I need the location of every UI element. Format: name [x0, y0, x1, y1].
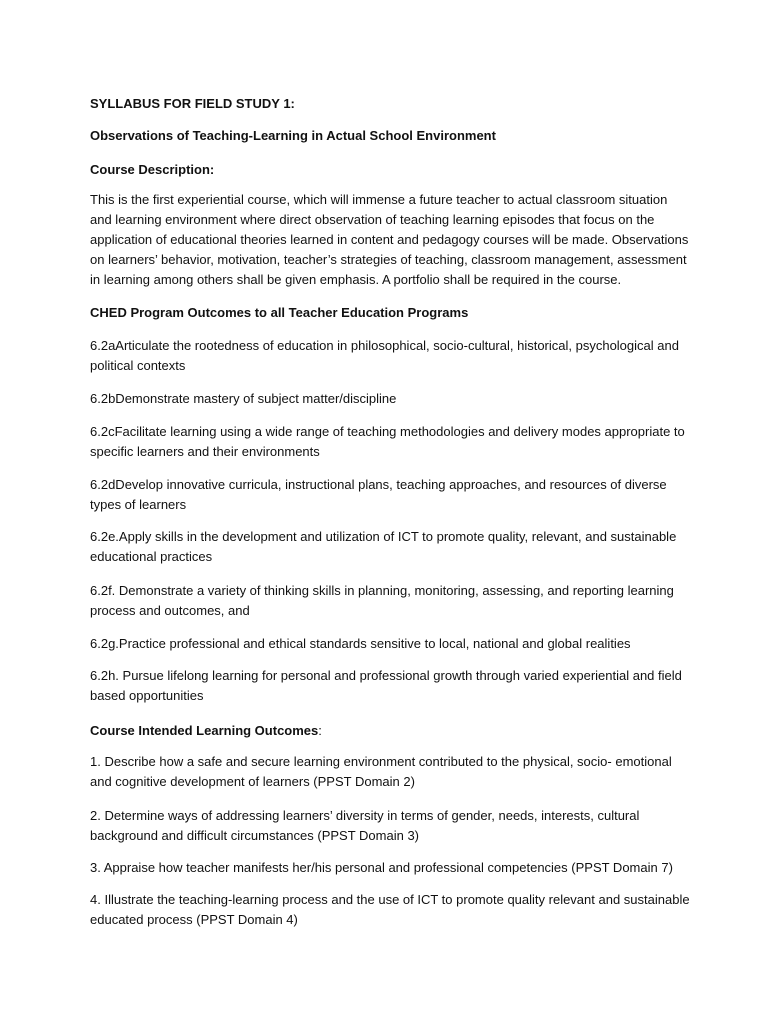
learning-outcomes-heading-text: Course Intended Learning Outcomes: [90, 723, 319, 738]
learning-outcome-item: 2. Determine ways of addressing learners’ diversity in terms of gender, needs, interests, cultural background and difficult circumstances (PPST Domain 3): [90, 808, 640, 843]
program-outcome-item: 6.2g.Practice professional and ethical standards sensitive to local, national and global realities: [90, 636, 631, 651]
learning-outcome-item: 3. Appraise how teacher manifests her/his personal and professional competencies (PPST Domain 7): [90, 860, 673, 875]
course-description-text: This is the first experiential course, which will immense a future teacher to actual classroom situation and learning environment where direct observation of teaching learning episodes that focus on the application of educational theories learned in content and pedagogy courses will be made. Observations on learners’ behavior, motivation, teacher’s strategies of teaching, classroom management, assessment in learning among others shall be given emphasis. A portfolio shall be required in the course.: [90, 192, 689, 287]
learning-outcomes-heading: [90, 721, 690, 741]
document-subtitle: Observations of Teaching-Learning in Actual School Environment: [90, 128, 496, 143]
program-outcome-item: 6.2f. Demonstrate a variety of thinking skills in planning, monitoring, assessing, and reporting learning process and outcomes, and: [90, 583, 674, 618]
program-outcome-item: 6.2bDemonstrate mastery of subject matter/discipline: [90, 391, 397, 406]
learning-outcome-item: 4. Illustrate the teaching-learning process and the use of ICT to promote quality relevant and sustainable educated process (PPST Domain 4): [90, 892, 690, 927]
document-title: SYLLABUS FOR FIELD STUDY 1:: [90, 96, 295, 111]
program-outcome-item: 6.2e.Apply skills in the development and utilization of ICT to promote quality, relevant, and sustainable educational practices: [90, 529, 677, 564]
program-outcome-item: 6.2dDevelop innovative curricula, instructional plans, teaching approaches, and resources of diverse types of learners: [90, 477, 667, 512]
program-outcome-item: 6.2cFacilitate learning using a wide range of teaching methodologies and delivery modes appropriate to specific learners and their environments: [90, 424, 685, 459]
program-outcomes-heading: CHED Program Outcomes to all Teacher Education Programs: [90, 305, 469, 320]
program-outcome-item: 6.2aArticulate the rootedness of education in philosophical, socio-cultural, historical, psychological and political contexts: [90, 338, 679, 373]
learning-outcomes-heading-colon: :: [318, 723, 322, 738]
program-outcome-item: 6.2h. Pursue lifelong learning for personal and professional growth through varied experiential and field based opportunities: [90, 668, 682, 703]
learning-outcome-item: 1. Describe how a safe and secure learning environment contributed to the physical, socio- emotional and cognitive development of learners (PPST Domain 2): [90, 754, 672, 789]
course-description-heading: Course Description:: [90, 162, 215, 177]
